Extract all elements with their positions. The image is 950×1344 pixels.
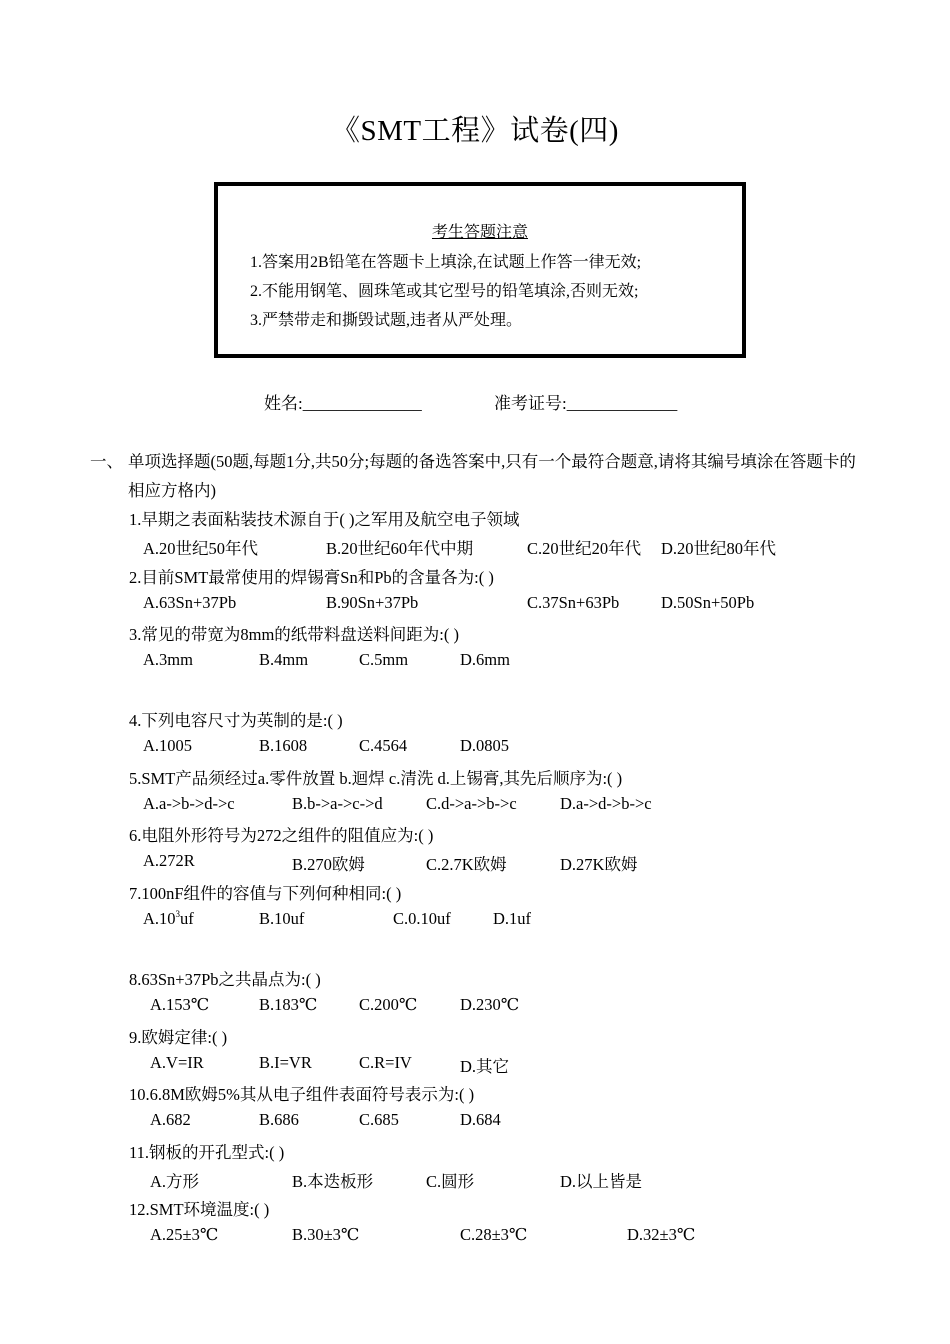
q7-option-d: D.1uf bbox=[493, 909, 532, 928]
question-2: 2.目前SMT最常使用的焊锡膏Sn和Pb的含量各为:( ) bbox=[129, 568, 494, 587]
q7-option-b: B.10uf bbox=[259, 909, 305, 928]
section-1-heading bbox=[90, 447, 870, 505]
q2-option-d: D.50Sn+50Pb bbox=[661, 593, 755, 612]
q4-option-c: C.4564 bbox=[359, 736, 408, 755]
q7-option-c: C.0.10uf bbox=[393, 909, 451, 928]
q2-option-c: C.37Sn+63Pb bbox=[527, 593, 620, 612]
candidate-id-field: 准考证号:_____________ bbox=[494, 394, 678, 413]
q2-option-a: A.63Sn+37Pb bbox=[143, 593, 237, 612]
q11-option-b: B.本迭板形 bbox=[292, 1172, 374, 1191]
q10-option-b: B.686 bbox=[259, 1110, 299, 1129]
section-number: 一、 bbox=[90, 452, 123, 471]
q4-option-d: D.0805 bbox=[460, 736, 510, 755]
q9-option-d: D.其它 bbox=[460, 1057, 510, 1076]
q7-option-a-base: A.10 bbox=[143, 909, 176, 928]
notice-line-1: 1.答案用2B铅笔在答题卡上填涂,在试题上作答一律无效; bbox=[250, 254, 642, 271]
q6-option-d: D.27K欧姆 bbox=[560, 855, 638, 874]
q6-option-c: C.2.7K欧姆 bbox=[426, 855, 507, 874]
section-instructions: 单项选择题(50题,每题1分,共50分;每题的备选答案中,只有一个最符合题意,请将其编号填涂在答题卡的相应方格内) bbox=[128, 452, 856, 500]
exam-title: 《SMT工程》试卷(四) bbox=[331, 115, 619, 147]
question-12: 12.SMT环境温度:( ) bbox=[129, 1200, 270, 1219]
q12-option-d: D.32±3℃ bbox=[627, 1225, 696, 1244]
question-1: 1.早期之表面粘装技术源自于( )之军用及航空电子领域 bbox=[129, 510, 520, 529]
q1-option-c: C.20世纪20年代 bbox=[527, 539, 642, 558]
q11-option-c: C.圆形 bbox=[426, 1172, 475, 1191]
candidate-name-field: 姓名:______________ bbox=[264, 394, 422, 413]
q2-option-b: B.90Sn+37Pb bbox=[326, 593, 419, 612]
question-9: 9.欧姆定律:( ) bbox=[129, 1028, 228, 1047]
q7-option-a bbox=[143, 909, 194, 929]
notice-line-3: 3.严禁带走和撕毁试题,违者从严处理。 bbox=[250, 312, 523, 329]
q10-option-a: A.682 bbox=[150, 1110, 191, 1129]
q8-option-d: D.230℃ bbox=[460, 995, 520, 1014]
q7-option-a-unit: uf bbox=[180, 909, 194, 928]
question-10: 10.6.8M欧姆5%其从电子组件表面符号表示为:( ) bbox=[129, 1085, 475, 1104]
question-11: 11.钢板的开孔型式:( ) bbox=[129, 1143, 285, 1162]
q1-option-b: B.20世纪60年代中期 bbox=[326, 539, 474, 558]
question-4: 4.下列电容尺寸为英制的是:( ) bbox=[129, 711, 343, 730]
q8-option-b: B.183℃ bbox=[259, 995, 318, 1014]
q3-option-a: A.3mm bbox=[143, 650, 193, 669]
q7-option-a-exponent: 3 bbox=[175, 909, 181, 919]
q9-option-a: A.V=IR bbox=[150, 1053, 204, 1072]
notice-box bbox=[214, 182, 746, 358]
q5-option-b: B.b->a->c->d bbox=[292, 794, 383, 813]
q1-option-a: A.20世纪50年代 bbox=[143, 539, 259, 558]
q6-option-a: A.272R bbox=[143, 851, 195, 870]
q5-option-c: C.d->a->b->c bbox=[426, 794, 517, 813]
q6-option-b: B.270欧姆 bbox=[292, 855, 365, 874]
q10-option-c: C.685 bbox=[359, 1110, 399, 1129]
question-5: 5.SMT产品须经过a.零件放置 b.迴焊 c.清洗 d.上锡膏,其先后顺序为:( ) bbox=[129, 769, 623, 788]
notice-line-2: 2.不能用钢笔、圆珠笔或其它型号的铅笔填涂,否则无效; bbox=[250, 283, 639, 300]
q4-option-a: A.1005 bbox=[143, 736, 193, 755]
question-6: 6.电阻外形符号为272之组件的阻值应为:( ) bbox=[129, 826, 434, 845]
q3-option-d: D.6mm bbox=[460, 650, 510, 669]
q12-option-c: C.28±3℃ bbox=[460, 1225, 528, 1244]
q10-option-d: D.684 bbox=[460, 1110, 501, 1129]
question-8: 8.63Sn+37Pb之共晶点为:( ) bbox=[129, 970, 321, 989]
q1-option-d: D.20世纪80年代 bbox=[661, 539, 777, 558]
q3-option-c: C.5mm bbox=[359, 650, 409, 669]
question-3: 3.常见的带宽为8mm的纸带料盘送料间距为:( ) bbox=[129, 625, 459, 644]
question-7: 7.100nF组件的容值与下列何种相同:( ) bbox=[129, 884, 402, 903]
q12-option-a: A.25±3℃ bbox=[150, 1225, 219, 1244]
q4-option-b: B.1608 bbox=[259, 736, 308, 755]
notice-heading: 考生答题注意 bbox=[431, 224, 528, 241]
q3-option-b: B.4mm bbox=[259, 650, 309, 669]
q12-option-b: B.30±3℃ bbox=[292, 1225, 360, 1244]
q8-option-a: A.153℃ bbox=[150, 995, 210, 1014]
q11-option-d: D.以上皆是 bbox=[560, 1172, 643, 1191]
q9-option-c: C.R=IV bbox=[359, 1053, 412, 1072]
q5-option-a: A.a->b->d->c bbox=[143, 794, 235, 813]
q8-option-c: C.200℃ bbox=[359, 995, 418, 1014]
q11-option-a: A.方形 bbox=[150, 1172, 200, 1191]
q9-option-b: B.I=VR bbox=[259, 1053, 312, 1072]
q5-option-d: D.a->d->b->c bbox=[560, 794, 652, 813]
